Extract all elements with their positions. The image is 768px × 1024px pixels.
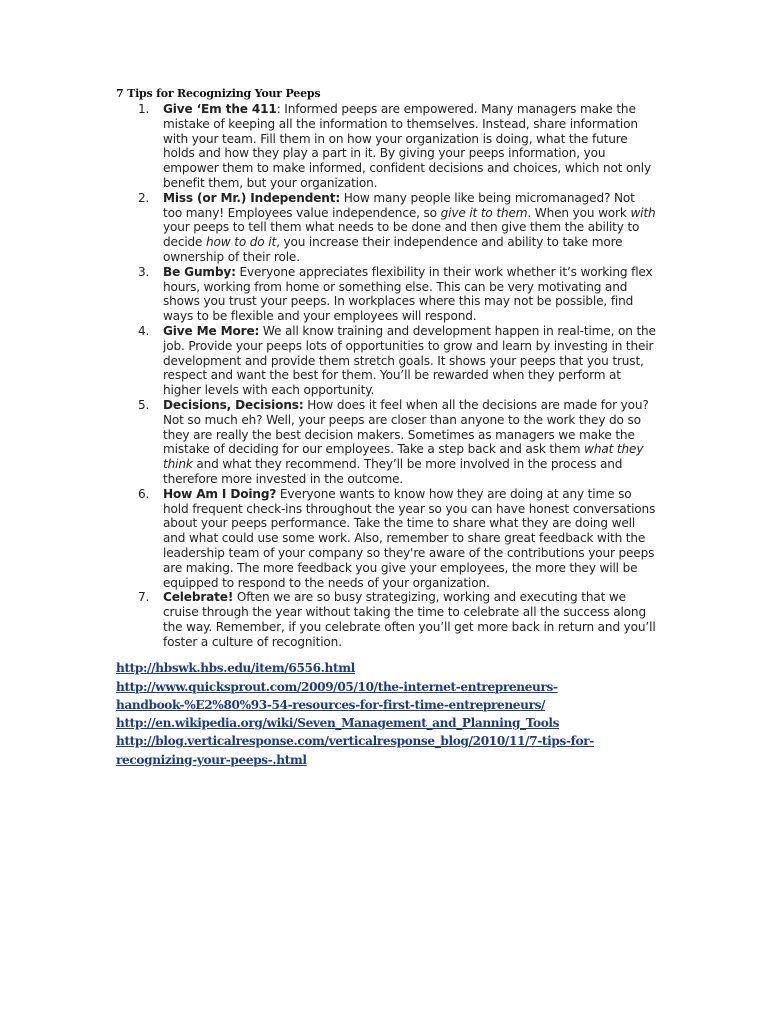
tip-text: . When you work <box>527 205 631 220</box>
tip-number: 2. <box>138 190 150 205</box>
tip-emphasis: what they think <box>163 442 644 472</box>
reference-link[interactable]: http://hbswk.hbs.edu/item/6556.html <box>116 661 355 676</box>
tip-heading: Be Gumby: <box>163 264 236 279</box>
tip-text: Often we are so busy strategizing, working and executing that we cruise through the year without taking the time to celebrate all the success along the way. Remember, if you celebrate often you’ll get more back in return and you’ll foster a culture of recognition. <box>163 590 656 649</box>
tip-text: We all know training and development happen in real-time, on the job. Provide your peeps lots of opportunities to grow and learn by investing in their development and provide them stretch goals. It shows your peeps that you trust, respect and want the best for them. You’ll be rewarded when they perform at higher levels with each opportunity. <box>163 323 656 398</box>
tip-emphasis: give it to them <box>440 205 528 220</box>
tip-item <box>116 102 656 191</box>
tip-text: How does it feel when all the decisions are made for you? Not so much eh? Well, your peeps are closer than anyone to the work they do so they are really the best decision makers. Sometimes as managers we make the mistake of deciding for our employees. Take a step back and ask them <box>163 397 649 457</box>
tip-text: Everyone wants to know how they are doing at any time so hold frequent check-ins throughout the year so you can have honest conversations about your peeps performance. Take the time to share what they are doing well and what could use some work. Also, remember to share great feedback with the leadership team of your company so they're aware of the contributions your peeps are making. The more feedback you give your employees, the more they will be equipped to respond to the needs of your organization. <box>163 486 656 590</box>
reference-link[interactable]: http://www.quicksprout.com/2009/05/10/the-internet-entrepreneurs- handbook-%E2%80%93-54-resources-for-first-time-entrepreneurs/ <box>116 679 558 712</box>
tip-text: : Informed peeps are empowered. Many managers make the mistake of keeping all the information to themselves. Instead, share information with your team. Fill them in on how your organization is doing, what the future holds and how they play a part in it. By giving your peeps information, you empower them to make informed, confident decisions and choices, which not only benefit them, but your organization. <box>163 102 652 190</box>
document-title: 7 Tips for Recognizing Your Peeps <box>116 87 321 100</box>
tip-emphasis: how to do it <box>206 235 277 250</box>
tip-heading: How Am I Doing? <box>163 486 277 501</box>
reference-link[interactable]: http://blog.verticalresponse.com/verticalresponse_blog/2010/11/7-tips-for- recognizing-your-peeps-.html <box>116 734 594 767</box>
tip-number: 7. <box>138 590 150 605</box>
reference-links <box>116 659 656 768</box>
reference-link[interactable]: http://en.wikipedia.org/wiki/Seven_Management_and_Planning_Tools <box>116 716 560 731</box>
tip-heading: Celebrate! <box>163 590 234 605</box>
tip-text: your peeps to tell them what needs to be done and then give them the ability to decide <box>163 220 640 250</box>
tip-heading: Give ‘Em the 411 <box>163 102 277 116</box>
tip-text: and what they recommend. They’ll be more involved in the process and therefore more invested in the outcome. <box>163 457 623 486</box>
tip-number: 3. <box>138 264 150 279</box>
tip-heading: Decisions, Decisions: <box>163 397 304 412</box>
tip-item <box>116 265 656 324</box>
tip-heading: Give Me More: <box>163 323 260 338</box>
tip-text: How many people like being micromanaged? Not too many! Employees value independence, so <box>163 190 635 220</box>
tip-item <box>116 324 656 398</box>
tip-item <box>116 590 656 649</box>
tip-heading: Miss (or Mr.) Independent: <box>163 190 341 205</box>
tips-list <box>116 102 656 649</box>
document-body <box>116 86 656 769</box>
tip-item <box>116 191 656 265</box>
tip-number: 4. <box>138 323 150 338</box>
tip-number: 1. <box>138 102 150 116</box>
tip-item <box>116 487 656 591</box>
tip-number: 5. <box>138 397 150 412</box>
tip-emphasis: with <box>630 205 656 220</box>
tip-number: 6. <box>138 486 150 501</box>
tip-item <box>116 398 656 487</box>
tip-text: Everyone appreciates flexibility in their work whether it’s working flex hours, working from home or something else. This can be very motivating and shows you trust your peeps. In workplaces where this may not be possible, find ways to be flexible and your employees will respond. <box>163 264 653 324</box>
tip-text: , you increase their independence and ability to take more ownership of their role. <box>163 235 623 264</box>
